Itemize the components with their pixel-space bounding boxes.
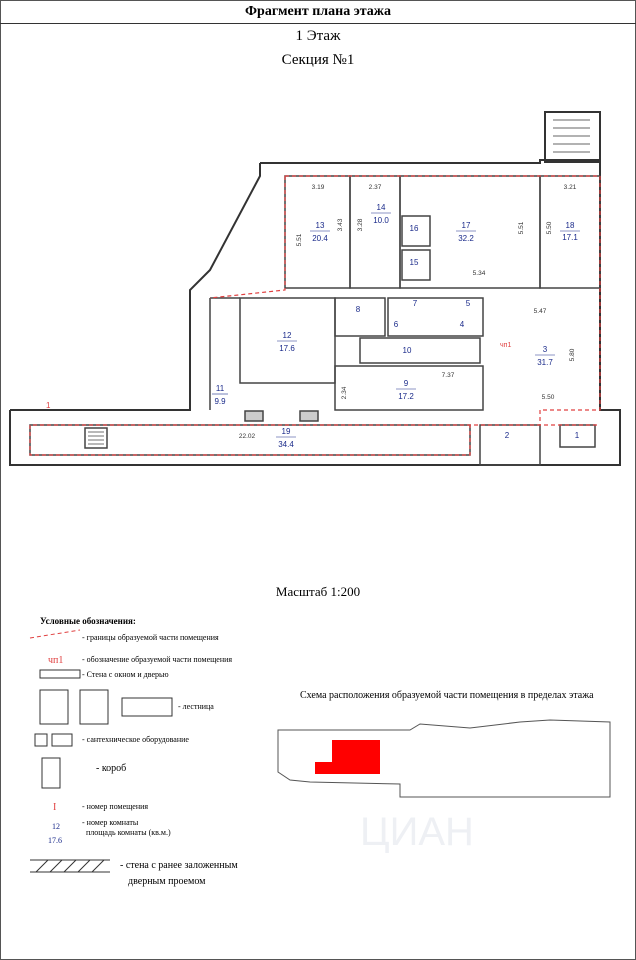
room-num: 19 bbox=[281, 427, 291, 436]
legend-wall: - Стена с окном и дверью bbox=[82, 670, 169, 679]
legend-roomnum-symbol: I bbox=[53, 802, 57, 813]
dim: 2.34 bbox=[341, 386, 348, 400]
room-area: 32.2 bbox=[458, 234, 474, 243]
room-area: 31.7 bbox=[537, 358, 553, 367]
room-num: 12 bbox=[282, 331, 292, 340]
legend-closed1: - стена с ранее заложенным bbox=[120, 860, 238, 871]
legend-roomnum2: - номер комнаты bbox=[82, 818, 139, 827]
floor-label: 1 Этаж bbox=[295, 28, 341, 44]
dim: 22.02 bbox=[238, 433, 256, 440]
legend-part-symbol: чп1 bbox=[48, 655, 64, 666]
part-label: чп1 bbox=[500, 342, 512, 349]
room-area: 34.4 bbox=[278, 440, 294, 449]
legend-box: - короб bbox=[96, 763, 127, 774]
legend-area-val: 17.6 bbox=[48, 836, 62, 845]
legend-closed2: дверным проемом bbox=[128, 876, 206, 887]
dim: 3.43 bbox=[337, 218, 344, 232]
room-num: 2 bbox=[504, 431, 510, 440]
room-area: 20.4 bbox=[312, 234, 328, 243]
legend-title: Условные обозначения: bbox=[40, 616, 136, 626]
dim: 5.50 bbox=[546, 221, 553, 235]
dim: 5.50 bbox=[541, 394, 555, 401]
room-num: 11 bbox=[215, 384, 225, 393]
room-num: 15 bbox=[409, 258, 419, 267]
dim: 3.21 bbox=[563, 184, 577, 191]
floor-schema bbox=[270, 712, 620, 802]
dim: 5.34 bbox=[472, 270, 486, 277]
dim: 5.51 bbox=[296, 233, 303, 247]
page-title: Фрагмент плана этажа bbox=[0, 0, 636, 24]
legend-boundary: - границы образуемой части помещения bbox=[82, 633, 219, 642]
section-label: Секция №1 bbox=[281, 52, 355, 68]
premise-num: 1 bbox=[46, 401, 51, 410]
room-num: 17 bbox=[461, 221, 471, 230]
legend-area-num: 12 bbox=[52, 822, 60, 831]
room-num: 8 bbox=[355, 305, 361, 314]
dim: 5.80 bbox=[569, 348, 576, 362]
room-num: 1 bbox=[574, 431, 580, 440]
room-num: 14 bbox=[376, 203, 386, 212]
legend-roomnum: - номер помещения bbox=[82, 802, 149, 811]
room-num: 9 bbox=[403, 379, 409, 388]
legend-sanitary: - сантехническое оборудование bbox=[82, 735, 189, 744]
scale-label: Масштаб 1:200 bbox=[275, 584, 361, 599]
room-num: 7 bbox=[412, 299, 418, 308]
room-num: 13 bbox=[315, 221, 325, 230]
watermark: ЦИАН bbox=[360, 810, 474, 854]
legend-area: площадь комнаты (кв.м.) bbox=[86, 828, 171, 837]
room-num: 6 bbox=[393, 320, 399, 329]
dim: 3.28 bbox=[357, 218, 364, 232]
schema-title: Схема расположения образуемой части помещения в пределах этажа bbox=[300, 690, 594, 701]
room-area: 17.6 bbox=[279, 344, 295, 353]
legend-stairs: - лестница bbox=[178, 702, 214, 711]
room-num: 18 bbox=[565, 221, 575, 230]
dim: 7.37 bbox=[441, 372, 455, 379]
dim: 3.19 bbox=[311, 184, 325, 191]
room-num: 16 bbox=[409, 224, 419, 233]
room-num: 3 bbox=[542, 345, 548, 354]
room-area: 17.1 bbox=[562, 233, 578, 242]
room-num: 5 bbox=[465, 299, 471, 308]
dim: 2.37 bbox=[368, 184, 382, 191]
room-area: 17.2 bbox=[398, 392, 414, 401]
dim: 5.47 bbox=[533, 308, 547, 315]
room-area: 10.0 bbox=[373, 216, 389, 225]
room-area: 9.9 bbox=[214, 397, 226, 406]
dim: 5.51 bbox=[518, 221, 525, 235]
room-num: 4 bbox=[459, 320, 465, 329]
room-num: 10 bbox=[402, 346, 412, 355]
legend-part: - обозначение образуемой части помещения bbox=[82, 655, 233, 664]
